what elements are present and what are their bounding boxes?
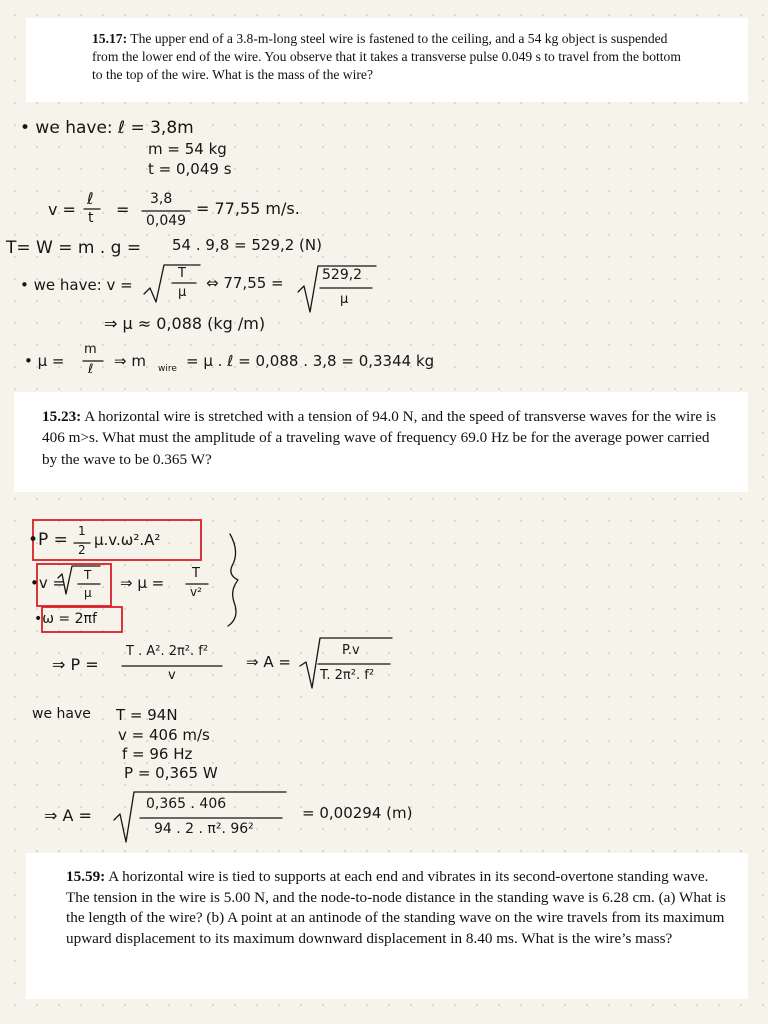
work2-given-tension: T = 94N bbox=[116, 706, 178, 724]
work1-v-den: 0,049 bbox=[146, 213, 187, 229]
work2-given-frequency: f = 96 Hz bbox=[122, 745, 193, 763]
work2-mu-den: v² bbox=[190, 585, 202, 599]
problem-number: 15.17: bbox=[92, 31, 128, 46]
work2-omega: •ω = 2πf bbox=[34, 611, 97, 627]
work2-given-power: P = 0,365 W bbox=[124, 764, 218, 782]
work2-we-have: we have bbox=[32, 706, 91, 722]
work2-amp-num: P.v bbox=[342, 643, 360, 658]
work1-wave-speed-lhs: • we have: v = bbox=[20, 276, 133, 294]
problem-number: 15.59: bbox=[66, 868, 106, 885]
work2-amp-final-den: 94 . 2 . π². 96² bbox=[154, 821, 254, 837]
work1-v-lhs: v = bbox=[48, 200, 76, 219]
work1-v-frac-num: ℓ bbox=[87, 189, 94, 208]
work2-power2-lhs: ⇒ P = bbox=[52, 655, 99, 674]
work1-equals: = bbox=[116, 200, 130, 219]
work2-amp-den: T. 2π². f² bbox=[320, 668, 375, 683]
work2-power-lhs: •P = bbox=[28, 530, 68, 550]
work1-mu-num: m bbox=[84, 342, 97, 357]
work2-speed-den: μ bbox=[84, 586, 92, 600]
work2-amp-result: = 0,00294 (m) bbox=[302, 804, 413, 822]
work1-root-num: T bbox=[178, 266, 186, 281]
work1-root-den: μ bbox=[178, 285, 187, 300]
work1-v-num: 3,8 bbox=[150, 191, 173, 207]
work2-amp-final-num: 0,365 . 406 bbox=[146, 796, 227, 812]
work1-equiv: ⇔ 77,55 = bbox=[206, 274, 284, 292]
work1-given-mass: m = 54 kg bbox=[148, 140, 227, 158]
work2-given-speed: v = 406 m/s bbox=[118, 726, 210, 744]
work1-given-time: t = 0,049 s bbox=[148, 160, 232, 178]
work2-half-den: 2 bbox=[78, 543, 86, 557]
problem-text: A horizontal wire is tied to supports at each end and vibrates in its second-overtone standing wave. The tension in the wire is 5.00 N, and the node-to-node distance in the standing wave is 6.28 cm. (a) What is the length of the wire? (b) A point at an antinode of the standing wave on the wire travels from its maximum upward displacement to its maximum downward displacement in 8.40 ms. What is the wire’s mass? bbox=[66, 868, 726, 948]
work1-v-frac-den: t bbox=[88, 210, 94, 226]
work1-mu-def: • μ = bbox=[24, 352, 65, 370]
work2-speed-num: T bbox=[84, 568, 92, 582]
work1-root2-den: μ bbox=[340, 292, 349, 307]
problem-number: 15.23: bbox=[42, 408, 82, 425]
work2-amp-final-lhs: ⇒ A = bbox=[44, 806, 92, 825]
work2-power2-num: T . A². 2π². f² bbox=[126, 644, 209, 659]
work1-root2-num: 529,2 bbox=[322, 267, 363, 283]
work1-tension-rhs: 54 . 9,8 = 529,2 (N) bbox=[172, 236, 322, 254]
work1-tension-lhs: T= W = m . g = bbox=[6, 238, 142, 258]
work1-wire-sub: wire bbox=[158, 364, 177, 374]
work2-mu-num: T bbox=[192, 566, 200, 581]
work2-amp-lhs: ⇒ A = bbox=[246, 653, 291, 671]
problem-text: The upper end of a 3.8-m-long steel wire is fastened to the ceiling, and a 54 kg object is suspended from the lower end of the wire. You observe that it takes a transverse pulse 0.049 s to travel from the bottom to the top of the wire. What is the mass of the wire? bbox=[92, 31, 681, 82]
work1-linear-density: ⇒ μ ≈ 0,088 (kg /m) bbox=[104, 314, 266, 333]
problem-15-17 bbox=[26, 18, 748, 102]
work1-v-result: = 77,55 m/s. bbox=[196, 199, 300, 218]
work2-mu-lhs: ⇒ μ = bbox=[120, 574, 165, 592]
work1-mu-den: ℓ bbox=[88, 362, 94, 377]
problem-text: A horizontal wire is stretched with a tension of 94.0 N, and the speed of transverse waves for the wire is 406 m>s. What must the amplitude of a traveling wave of frequency 69.0 Hz be for the average power carried by the wave to be 0.365 W? bbox=[42, 408, 716, 468]
work2-half-num: 1 bbox=[78, 524, 86, 538]
problem-15-23 bbox=[14, 392, 748, 492]
work2-power2-den: v bbox=[168, 668, 176, 683]
radical-sign bbox=[144, 265, 200, 302]
work2-speed-lhs: •v = bbox=[30, 574, 66, 592]
problem-15-59 bbox=[26, 853, 748, 999]
work1-given-length: • we have: ℓ = 3,8m bbox=[20, 118, 194, 138]
brace bbox=[228, 534, 238, 626]
work1-wire-mass-result: = μ . ℓ = 0,088 . 3,8 = 0,3344 kg bbox=[186, 352, 435, 370]
work2-power-rhs: μ.v.ω².A² bbox=[94, 531, 161, 549]
work1-wire-mass: ⇒ m bbox=[114, 352, 146, 370]
